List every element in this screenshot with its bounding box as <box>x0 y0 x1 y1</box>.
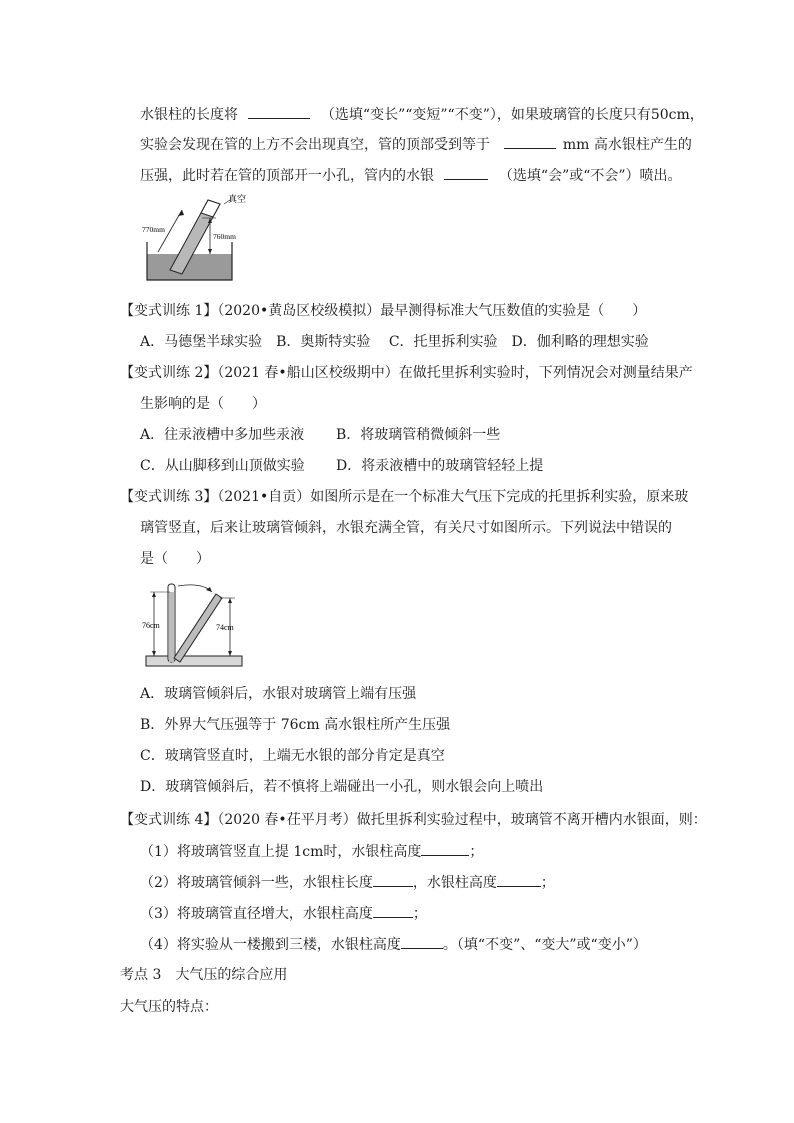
vertical-tube-mercury <box>169 592 174 662</box>
text: （3）将玻璃管直径增大，水银柱高度 <box>140 906 373 922</box>
text: （2）将玻璃管倾斜一些，水银柱长度 <box>140 875 373 891</box>
intro-line-3 <box>140 165 682 186</box>
vacuum-region <box>201 200 220 217</box>
q1-stem: 【变式训练 1】（2020•黄岛区校级模拟）最早测得标准大气压数值的实验是（ ） <box>120 303 647 319</box>
text: 水银柱的长度将 <box>140 107 238 123</box>
q3-option-b: B．外界大气压强等于 76cm 高水银柱所产生压强 <box>140 717 451 733</box>
q4-stem: 【变式训练 4】（2020 春•茌平月考）做托里拆利实验过程中，玻璃管不离开槽内水银面，则： <box>120 812 707 828</box>
q1-options: A．马德堡半球实验 B．奥斯特实验 C．托里拆利实验 D．伽利略的理想实验 <box>140 334 649 350</box>
answer-blank <box>373 872 413 887</box>
q4-sub-2 <box>140 872 555 893</box>
tilted-tube <box>174 594 222 662</box>
arrow-head <box>208 249 212 254</box>
q4-sub-3 <box>140 903 427 924</box>
q3-option-c: C．玻璃管竖直时，上端无水银的部分肯定是真空 <box>140 748 445 764</box>
q2-stem-line-1: 【变式训练 2】（2021 春•船山区校级期中）在做托里拆利实验时，下列情况会对测量结果产 <box>120 365 693 381</box>
section-line: 大气压的特点： <box>120 999 218 1015</box>
arrow-head <box>152 592 156 597</box>
q3-stem-line-3: 是（ ） <box>140 551 210 567</box>
text: （选填“会”或“不会”）喷出。 <box>498 168 682 184</box>
figure-torricelli-vertical-vs-tilted <box>140 578 250 674</box>
text: 压强，此时若在管的顶部开一小孔，管内的水银 <box>140 168 434 184</box>
figure-torricelli-tilted <box>140 192 260 292</box>
q3-option-d: D．玻璃管倾斜后，若不慎将上端碰出一小孔，则水银会向上喷出 <box>140 779 544 795</box>
answer-blank <box>373 903 413 918</box>
text: ； <box>540 875 555 891</box>
text: 实验会发现在管的上方不会出现真空，管的顶部受到等于 <box>140 137 490 153</box>
height-label: 760mm <box>213 232 236 241</box>
q2-option-a: A．往汞液槽中多加些汞液 <box>140 427 305 443</box>
q3-stem-line-2: 璃管竖直，后来让玻璃管倾斜，水银充满全管，有关尺寸如图所示。下列说法中错误的 <box>140 520 672 536</box>
q2-option-b: B．将玻璃管稍微倾斜一些 <box>336 427 501 443</box>
height-label-left: 76cm <box>142 621 160 630</box>
intro-line-1 <box>140 104 704 125</box>
q2-option-c: C．从山脚移到山顶做实验 <box>140 458 305 474</box>
q4-sub-4 <box>140 934 647 955</box>
intro-line-2 <box>140 134 692 155</box>
height-label-right: 74cm <box>216 623 234 632</box>
q3-option-a: A．玻璃管倾斜后，水银对玻璃管上端有压强 <box>140 686 417 702</box>
text: ； <box>469 844 484 860</box>
q3-stem-line-1: 【变式训练 3】（2021•自贡）如图所示是在一个标准大气压下完成的托里拆利实验，原来玻 <box>120 489 689 505</box>
answer-blank <box>444 165 488 180</box>
text: （1）将玻璃管竖直上提 1cm时，水银柱高度 <box>140 844 422 860</box>
text: ，水银柱高度 <box>412 875 497 891</box>
text: （4）将实验从一楼搬到三楼，水银柱高度 <box>140 937 401 953</box>
arrow-head <box>178 210 184 216</box>
arrow-head <box>152 651 156 656</box>
vacuum-label: 真空 <box>228 194 247 204</box>
arrow-head <box>228 651 232 656</box>
text: mm 高水银柱产生的 <box>562 137 692 153</box>
length-label: 770mm <box>142 225 165 234</box>
text: （选填“变长”“变短”“不变”），如果玻璃管的长度只有50cm， <box>320 107 704 123</box>
q4-sub-1 <box>140 841 483 862</box>
answer-blank <box>421 841 469 856</box>
answer-blank <box>401 934 443 949</box>
mercury-trough <box>146 656 242 666</box>
figure-2-diagram <box>140 578 250 670</box>
rotation-arrow <box>178 585 212 592</box>
q2-stem-line-2: 生影响的是（ ） <box>140 396 266 412</box>
figure-1-diagram <box>140 192 260 288</box>
answer-blank <box>504 134 556 149</box>
arrow-head <box>228 598 232 603</box>
answer-blank <box>497 872 541 887</box>
q2-option-d: D．将汞液槽中的玻璃管轻轻上提 <box>336 458 544 474</box>
section-title: 考点 3 大气压的综合应用 <box>120 967 288 983</box>
text: 。（填“不变”、“变大”或“变小”） <box>442 937 647 953</box>
answer-blank <box>248 104 310 119</box>
arrow-head <box>206 587 212 592</box>
text: ； <box>412 906 427 922</box>
